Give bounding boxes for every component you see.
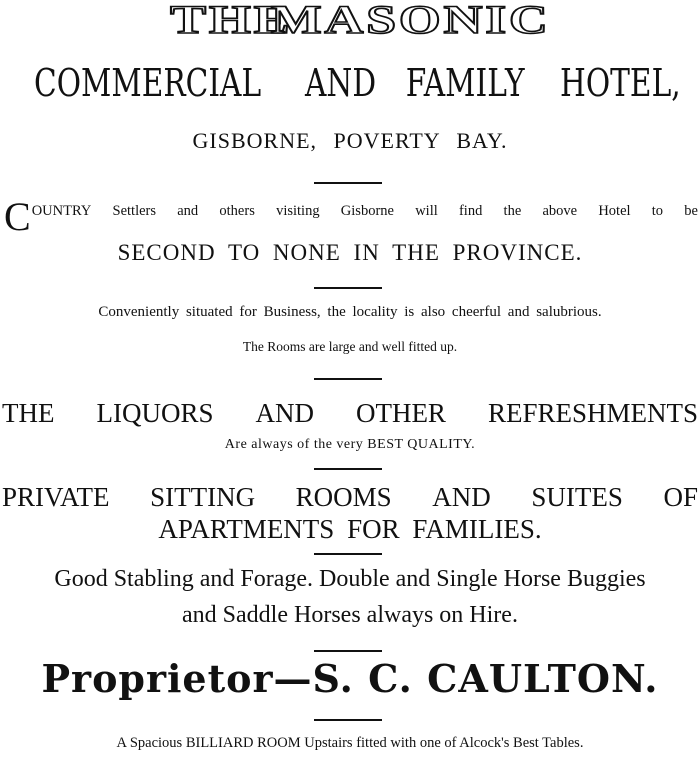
subtitle-word: AND (305, 61, 377, 105)
intro-text (32, 198, 698, 220)
billiard-room-line: A Spacious BILLIARD ROOM Upstairs fitted with one of Alcock's Best Tables. (116, 735, 584, 751)
location-line: GISBORNE, POVERTY BAY. (192, 128, 508, 153)
hotel-name-heading (0, 0, 700, 40)
liquors-word: OTHER (355, 398, 446, 428)
title-word: MASONIC (270, 0, 551, 42)
divider-rule (314, 719, 382, 721)
intro-word: find (458, 203, 483, 219)
intro-word: will (415, 203, 438, 219)
second-to-none-line: SECOND TO NONE IN THE PROVINCE. (117, 240, 583, 265)
private-rooms-heading (0, 482, 700, 513)
liquors-word: THE (2, 398, 55, 428)
saddle-horses-line: and Saddle Horses always on Hire. (182, 602, 518, 628)
stabling-line: Good Stabling and Forage. Double and Single Horse Buggies (54, 566, 646, 592)
divider-rule (314, 553, 382, 555)
liquors-word: AND (255, 398, 314, 428)
intro-paragraph (4, 194, 698, 239)
intro-word: the (503, 203, 522, 219)
hotel-type-heading (0, 60, 700, 106)
title-word: THE (170, 0, 293, 42)
subtitle-word: COMMERCIAL (34, 61, 262, 105)
rooms-line: The Rooms are large and well fitted up. (242, 339, 458, 354)
liquors-heading (0, 398, 700, 429)
intro-word: Gisborne (340, 203, 394, 219)
intro-word: visiting (276, 203, 320, 219)
liquors-word: REFRESHMENTS (487, 398, 698, 428)
divider-rule (314, 650, 382, 652)
private-word: SUITES (531, 482, 623, 512)
intro-word: Hotel (598, 203, 631, 219)
intro-word: Settlers (112, 203, 157, 219)
divider-rule (314, 287, 382, 289)
intro-word: OUNTRY (31, 203, 92, 219)
convenience-line: Conveniently situated for Business, the locality is also cheerful and salubrious. (98, 304, 602, 320)
subtitle-word: FAMILY (405, 61, 525, 105)
intro-word: above (542, 203, 578, 219)
private-word: SITTING (150, 482, 256, 512)
intro-word: and (177, 203, 199, 219)
drop-cap: C (4, 194, 31, 239)
liquors-word: LIQUORS (96, 398, 214, 428)
divider-rule (314, 378, 382, 380)
private-word: OF (663, 482, 698, 512)
best-quality-line: Are always of the very BEST QUALITY. (224, 437, 476, 452)
intro-word: to (651, 203, 664, 219)
intro-word: others (219, 203, 255, 219)
divider-rule (314, 182, 382, 184)
private-word: ROOMS (295, 482, 392, 512)
proprietor-heading: Proprietor—S. C. CAULTON. (41, 656, 659, 701)
private-word: AND (432, 482, 491, 512)
divider-rule (314, 468, 382, 470)
private-word: PRIVATE (2, 482, 110, 512)
subtitle-word: HOTEL, (560, 61, 681, 105)
intro-word: be (684, 203, 698, 219)
apartments-line: APARTMENTS FOR FAMILIES. (158, 514, 542, 544)
